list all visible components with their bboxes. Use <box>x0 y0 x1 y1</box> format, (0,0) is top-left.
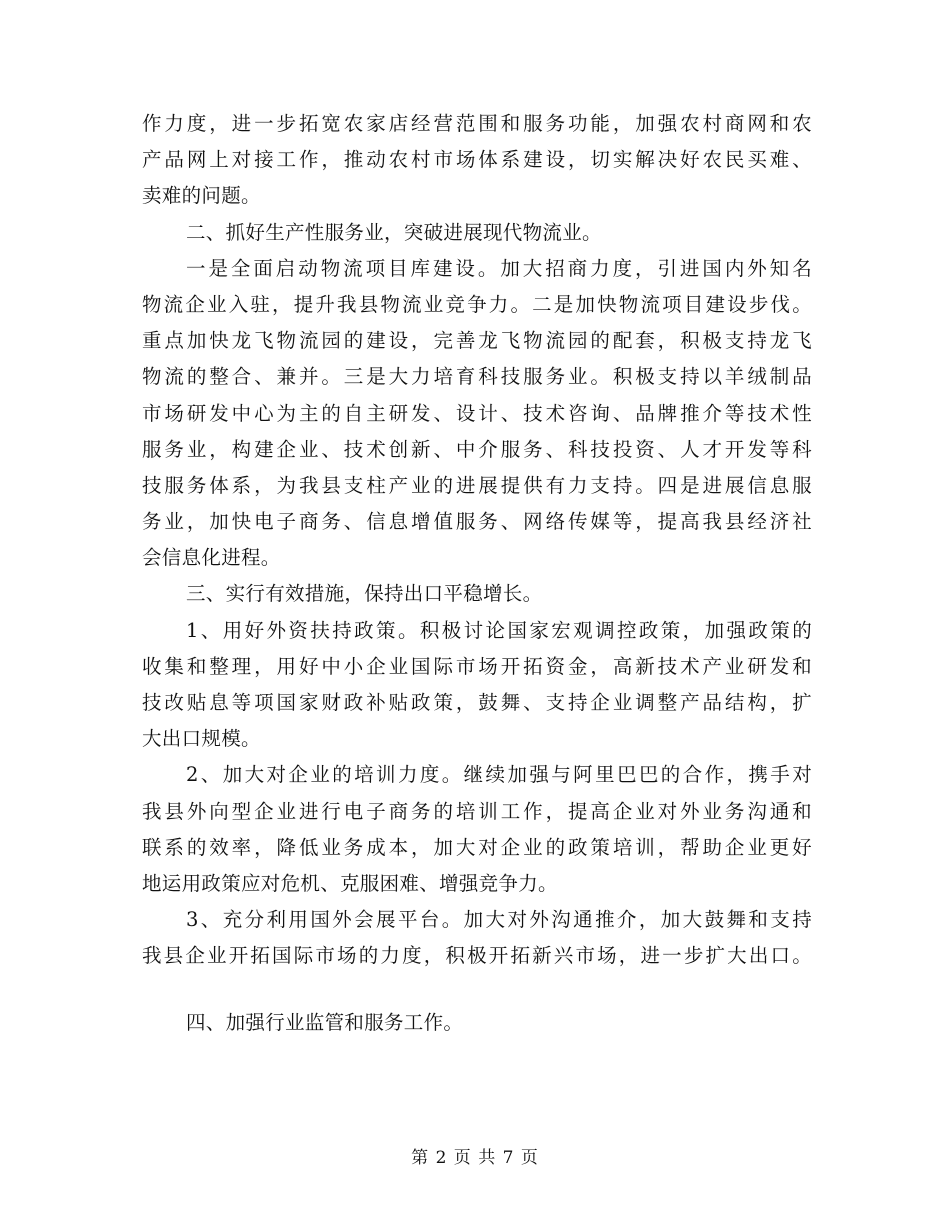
page-footer: 第 2 页 共 7 页 <box>411 1148 539 1168</box>
text-line: 技服务体系，为我县支柱产业的进展提供有力支持。四是进展信息服 <box>142 473 812 497</box>
paragraph-gap <box>142 975 812 1005</box>
text-line: 物流的整合、兼并。三是大力培育科技服务业。积极支持以羊绒制品 <box>142 365 812 389</box>
text-line: 1、用好外资扶持政策。积极讨论国家宏观调控政策，加强政策的 <box>186 618 812 642</box>
text-line: 二、抓好生产性服务业，突破进展现代物流业。 <box>186 220 602 244</box>
text-line: 我县企业开拓国际市场的力度，积极开拓新兴市场，进一步扩大出口。 <box>142 944 812 968</box>
text-line: 物流企业入驻，提升我县物流业竞争力。二是加快物流项目建设步伐。 <box>142 292 812 316</box>
text-line: 3、充分利用国外会展平台。加大对外沟通推介，加大鼓舞和支持 <box>186 908 812 932</box>
text-line: 大出口规模。 <box>142 727 261 751</box>
text-line: 四、加强行业监管和服务工作。 <box>186 1010 464 1034</box>
text-line: 产品网上对接工作，推动农村市场体系建设，切实解决好农民买难、 <box>142 148 812 172</box>
text-line: 服务业，构建企业、技术创新、中介服务、科技投资、人才开发等科 <box>142 437 812 461</box>
text-line: 一是全面启动物流项目库建设。加大招商力度，引进国内外知名 <box>186 256 812 280</box>
document-body <box>142 106 812 1041</box>
text-line: 市场研发中心为主的自主研发、设计、技术咨询、品牌推介等技术性 <box>142 401 812 425</box>
text-line: 作力度，进一步拓宽农家店经营范围和服务功能，加强农村商网和农 <box>142 112 812 135</box>
text-line: 务业，加快电子商务、信息增值服务、网络传媒等，提高我县经济社 <box>142 510 812 534</box>
text-line: 卖难的问题。 <box>142 184 261 208</box>
text-line: 联系的效率，降低业务成本，加大对企业的政策培训，帮助企业更好 <box>142 835 812 859</box>
text-line: 收集和整理，用好中小企业国际市场开拓资金，高新技术产业研发和 <box>142 654 812 678</box>
text-line: 技改贴息等项国家财政补贴政策，鼓舞、支持企业调整产品结构，扩 <box>142 691 812 714</box>
text-line: 我县外向型企业进行电子商务的培训工作，提高企业对外业务沟通和 <box>142 799 812 823</box>
text-line: 2、加大对企业的培训力度。继续加强与阿里巴巴的合作，携手对 <box>186 763 812 787</box>
text-line: 地运用政策应对危机、克服困难、增强竞争力。 <box>142 871 558 895</box>
text-line: 重点加快龙飞物流园的建设，完善龙飞物流园的配套，积极支持龙飞 <box>142 329 812 353</box>
text-line: 会信息化进程。 <box>142 546 281 570</box>
text-line: 三、实行有效措施，保持出口平稳增长。 <box>186 582 543 606</box>
